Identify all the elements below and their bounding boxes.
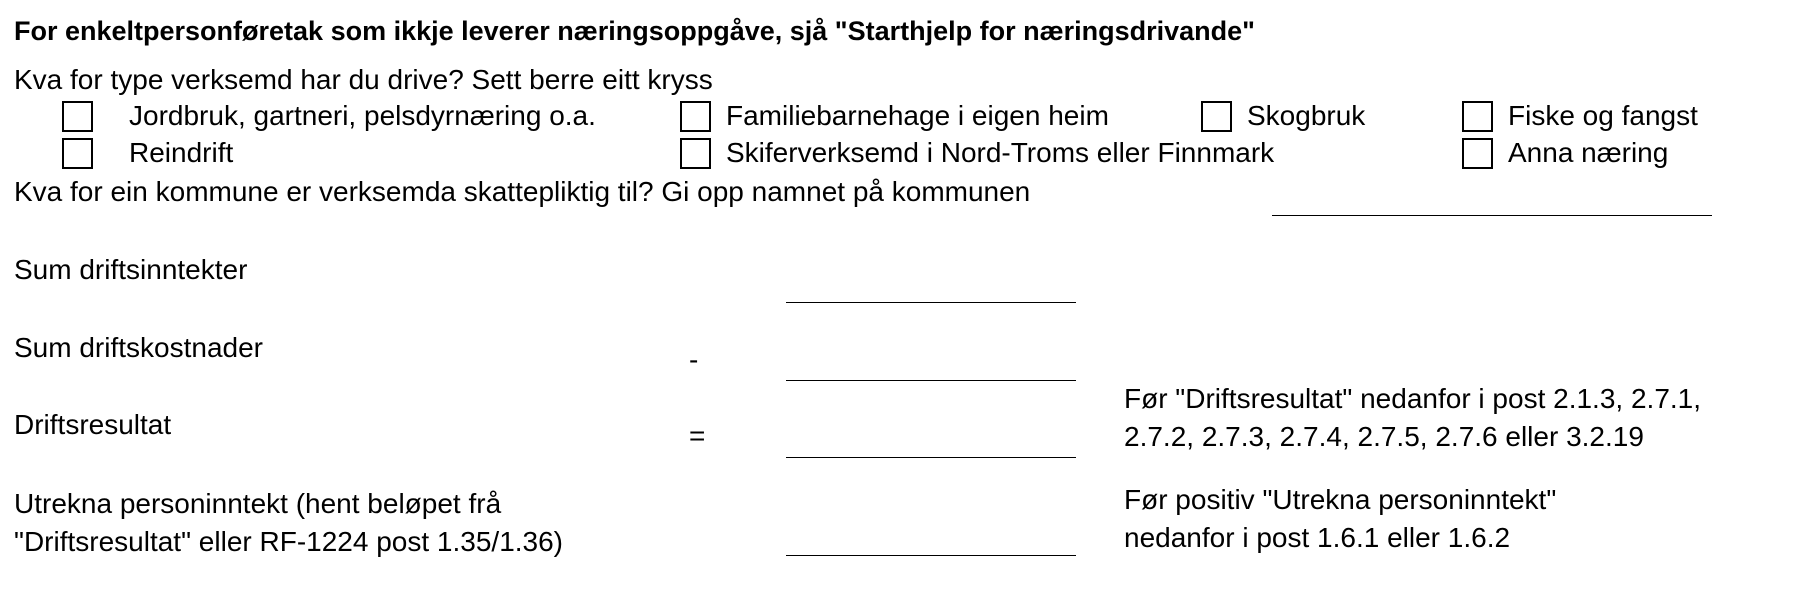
costs-input[interactable] — [786, 380, 1076, 381]
result-label: Driftsresultat — [14, 409, 172, 440]
income-input[interactable] — [786, 302, 1076, 303]
equals-operator: = — [689, 420, 706, 451]
municipality-input[interactable] — [1272, 215, 1712, 216]
option-label-reindrift: Reindrift — [129, 137, 234, 168]
checkbox-reindrift[interactable] — [62, 138, 93, 169]
checkbox-jordbruk[interactable] — [62, 101, 93, 132]
personal-income-note-line1: Før positiv "Utrekna personinntekt" — [1124, 484, 1557, 515]
costs-label: Sum driftskostnader — [14, 332, 263, 363]
form-heading: For enkeltpersonføretak som ikkje leverer næringsoppgåve, sjå "Starthjelp for næringsdrivande" — [14, 16, 1255, 46]
option-label-fiske: Fiske og fangst — [1508, 100, 1698, 131]
minus-operator: - — [689, 344, 699, 375]
municipality-question: Kva for ein kommune er verksemda skattepliktig til? Gi opp namnet på kommunen — [14, 176, 1031, 207]
option-label-skiferverksemd: Skiferverksemd i Nord-Troms eller Finnmark — [726, 137, 1275, 168]
result-input[interactable] — [786, 457, 1076, 458]
result-note-line2: 2.7.2, 2.7.3, 2.7.4, 2.7.5, 2.7.6 eller 3.2.19 — [1124, 421, 1644, 452]
personal-income-note-line2: nedanfor i post 1.6.1 eller 1.6.2 — [1124, 522, 1511, 553]
option-label-skogbruk: Skogbruk — [1247, 100, 1366, 131]
checkbox-skiferverksemd[interactable] — [680, 138, 711, 169]
checkbox-anna-naering[interactable] — [1462, 138, 1493, 169]
option-label-anna-naering: Anna næring — [1508, 137, 1669, 168]
result-note-line1: Før "Driftsresultat" nedanfor i post 2.1.3, 2.7.1, — [1124, 383, 1702, 414]
checkbox-fiske[interactable] — [1462, 101, 1493, 132]
income-label: Sum driftsinntekter — [14, 254, 248, 285]
checkbox-familiebarnehage[interactable] — [680, 101, 711, 132]
personal-income-label-line1: Utrekna personinntekt (hent beløpet frå — [14, 488, 502, 519]
option-label-jordbruk: Jordbruk, gartneri, pelsdyrnæring o.a. — [129, 100, 596, 131]
personal-income-label-line2: "Driftsresultat" eller RF-1224 post 1.35/1.36) — [14, 526, 564, 557]
checkbox-skogbruk[interactable] — [1201, 101, 1232, 132]
option-label-familiebarnehage: Familiebarnehage i eigen heim — [726, 100, 1109, 131]
personal-income-input[interactable] — [786, 555, 1076, 556]
business-type-question: Kva for type verksemd har du drive? Sett berre eitt kryss — [14, 64, 713, 95]
